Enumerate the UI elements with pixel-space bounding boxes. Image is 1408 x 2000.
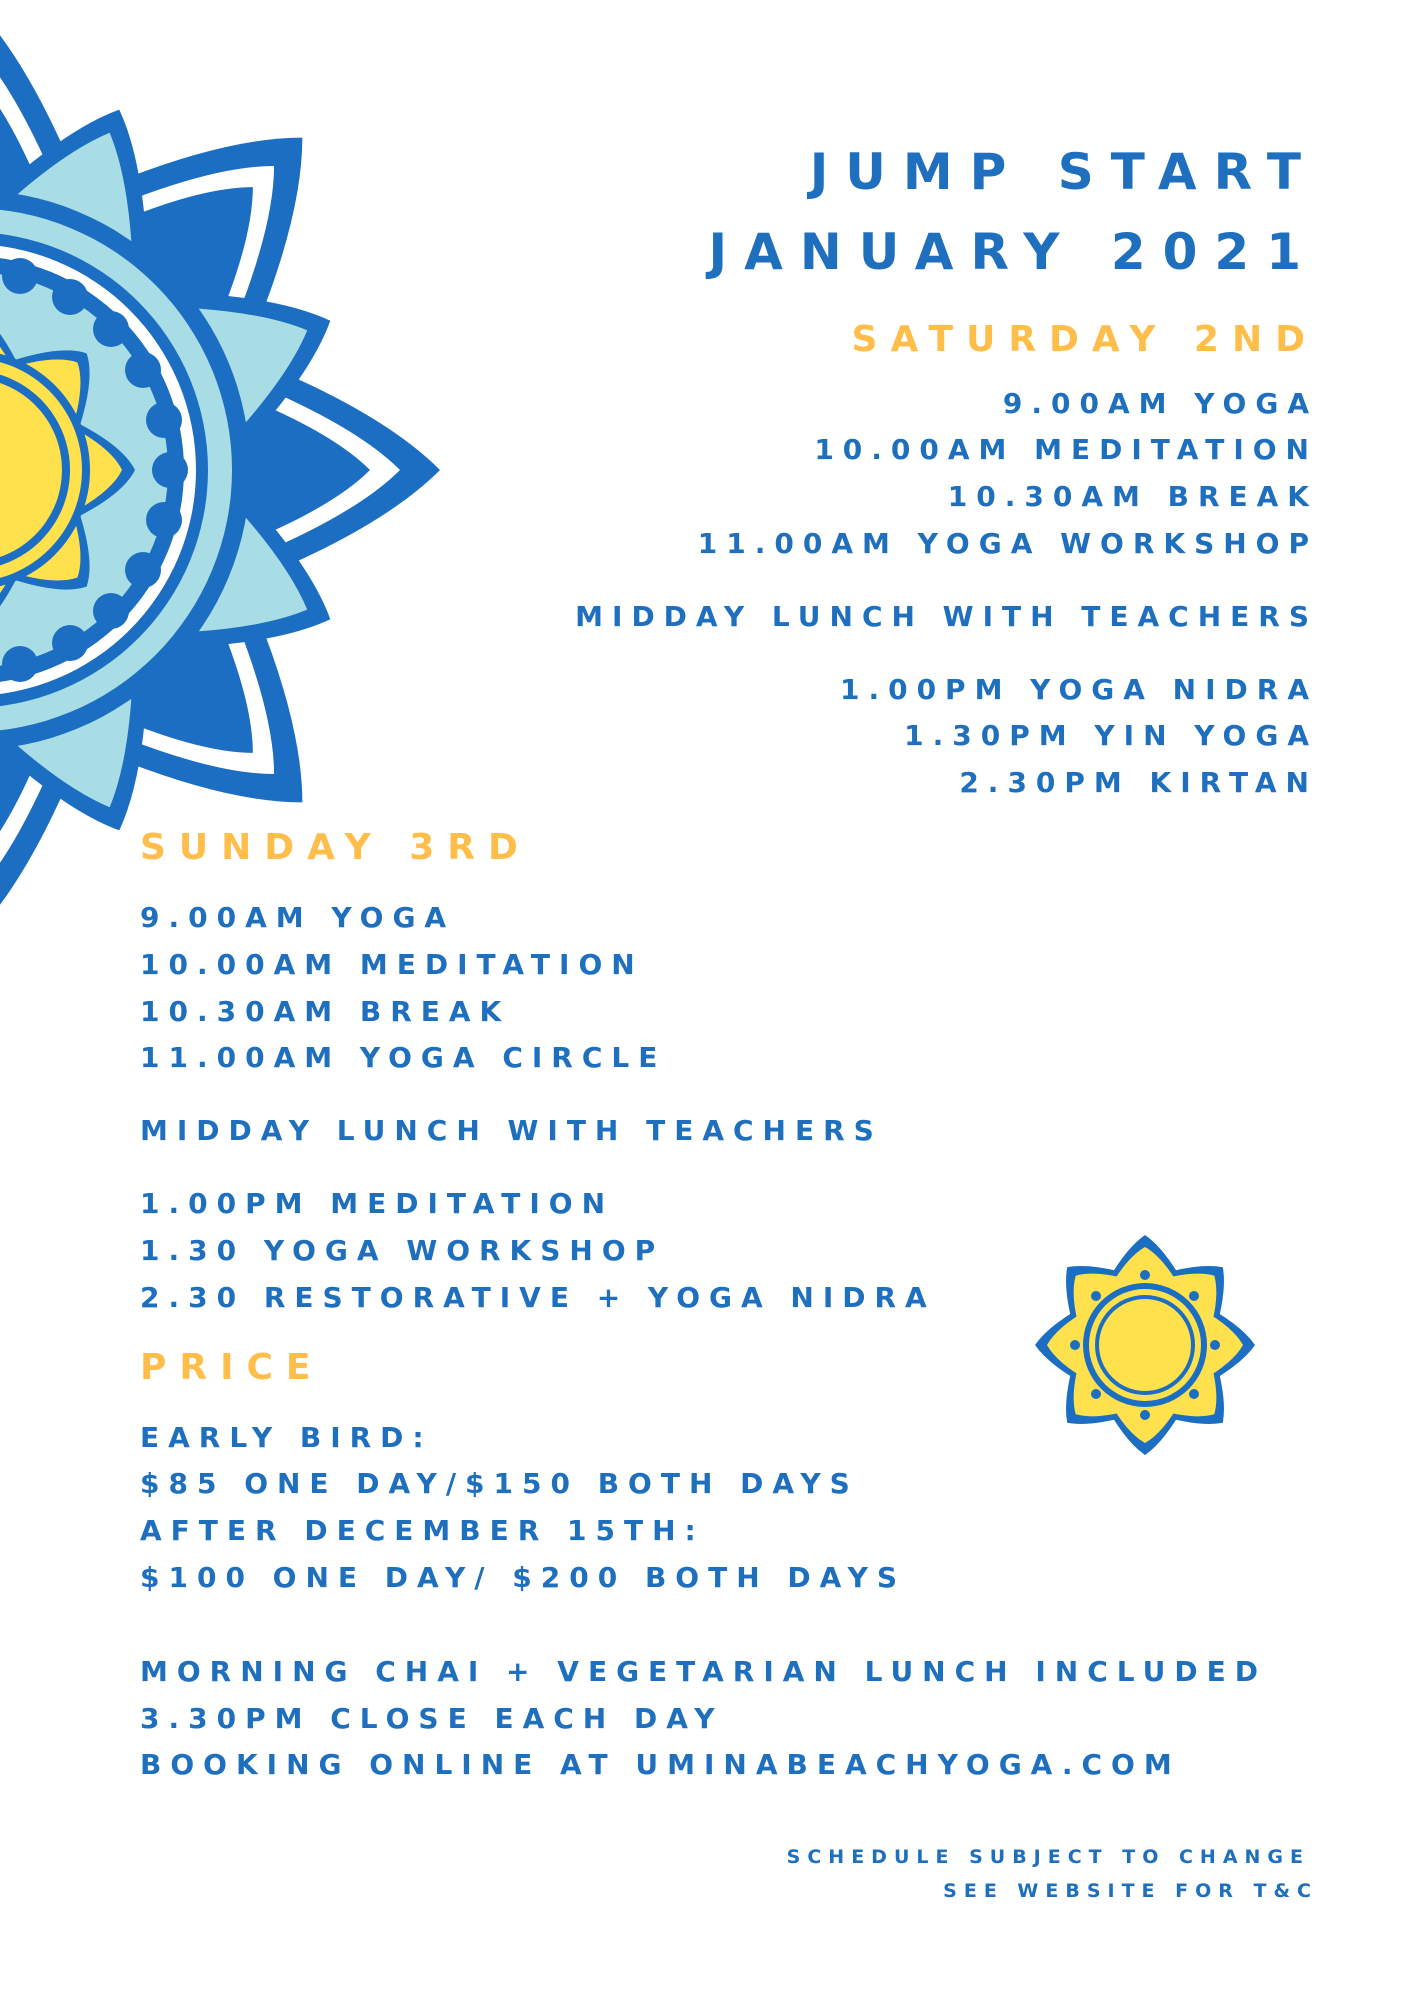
sunday-item-1: 9.00AM YOGA	[140, 901, 456, 934]
sunday-item-4: 11.00AM YOGA CIRCLE	[140, 1041, 667, 1074]
large-mandala-decoration	[0, 0, 460, 960]
sunday-lunch: MIDDAY LUNCH WITH TEACHERS	[140, 1114, 883, 1147]
saturday-item-1: 9.00AM YOGA	[1002, 387, 1318, 420]
footer-line-1: SCHEDULE SUBJECT TO CHANGE	[786, 1846, 1310, 1868]
sunday-item-2: 10.00AM MEDITATION	[140, 948, 644, 981]
price-line-3: AFTER DECEMBER 15TH:	[140, 1514, 705, 1547]
saturday-item-4: 11.00AM YOGA WORKSHOP	[697, 527, 1318, 560]
small-mandala-decoration	[1030, 1230, 1260, 1460]
saturday-afternoon-1: 1.00PM YOGA NIDRA	[839, 673, 1318, 706]
price-line-4: $100 ONE DAY/ $200 BOTH DAYS	[140, 1561, 907, 1594]
saturday-afternoon-3: 2.30PM KIRTAN	[959, 766, 1318, 799]
sunday-afternoon-3: 2.30 RESTORATIVE + YOGA NIDRA	[140, 1281, 936, 1314]
info-line-3: BOOKING ONLINE AT UMINABEACHYOGA.COM	[140, 1748, 1181, 1781]
price-heading: PRICE	[140, 1347, 324, 1388]
saturday-afternoon-2: 1.30PM YIN YOGA	[904, 719, 1318, 752]
saturday-lunch: MIDDAY LUNCH WITH TEACHERS	[575, 600, 1318, 633]
sunday-heading: SUNDAY 3RD	[140, 827, 531, 868]
saturday-heading: SATURDAY 2ND	[851, 319, 1318, 360]
info-line-1: MORNING CHAI + VEGETARIAN LUNCH INCLUDED	[140, 1655, 1267, 1688]
saturday-item-2: 10.00AM MEDITATION	[814, 433, 1318, 466]
sunday-item-3: 10.30AM BREAK	[140, 995, 511, 1028]
title-line-1: JUMP START	[809, 143, 1318, 201]
price-line-1: EARLY BIRD:	[140, 1421, 433, 1454]
saturday-item-3: 10.30AM BREAK	[947, 480, 1318, 513]
sunday-afternoon-1: 1.00PM MEDITATION	[140, 1187, 615, 1220]
price-line-2: $85 ONE DAY/$150 BOTH DAYS	[140, 1467, 859, 1500]
title-line-2: JANUARY 2021	[708, 223, 1318, 281]
sunday-afternoon-2: 1.30 YOGA WORKSHOP	[140, 1234, 665, 1267]
footer-line-2: SEE WEBSITE FOR T&C	[943, 1880, 1318, 1902]
info-line-2: 3.30PM CLOSE EACH DAY	[140, 1702, 724, 1735]
